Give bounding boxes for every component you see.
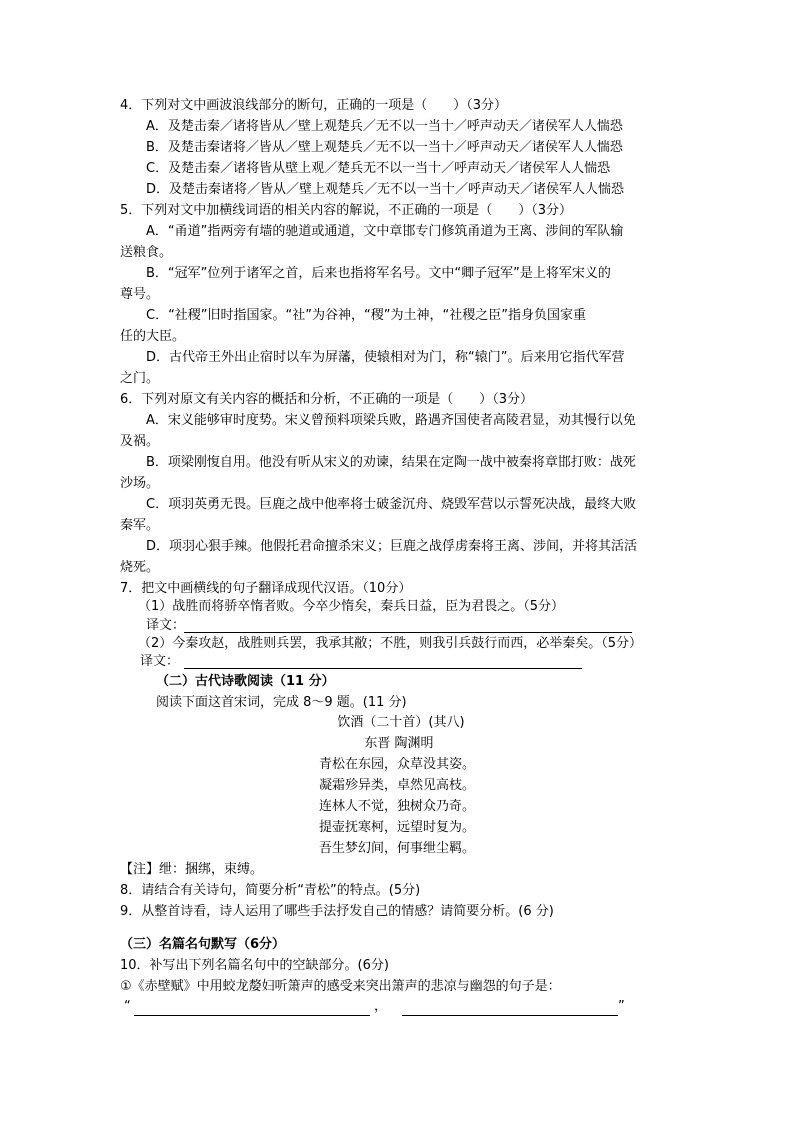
q6-option-b: B．项梁刚愎自用。他没有听从宋义的劝谏，结果在定陶一战中被秦将章邯打败：战死 [146,455,636,470]
q7-answer-line-2[interactable] [184,667,582,669]
q5-option-c-cont: 任的大臣。 [120,329,186,344]
q5-option-b: B．“冠军”位列于诸军之首，后来也指将军名号。文中“卿子冠军”是上将军宋义的 [146,266,611,281]
q7-sentence-2: （2）今秦攻赵，战胜则兵罢，我承其敝；不胜，则我引兵鼓行而西，必举秦矣。（5分） [138,636,643,651]
poem-line: 提壶抚寒柯，远望时复为。 [318,820,475,835]
q5-option-d: D．古代帝王外出止宿时以车为屏藩，使辕相对为门，称“辕门”。后来用它指代军营 [146,350,625,365]
q5-option-b-cont: 尊号。 [120,287,160,302]
q6-option-c-cont: 秦军。 [120,518,160,533]
poem-line: 凝霜殄异类，卓然见高枝。 [318,778,475,793]
q6-option-b-cont: 沙场。 [120,476,160,491]
q10-stem: 10．补写出下列名篇名句中的空缺部分。(6分) [120,958,389,973]
q5-option-d-cont: 之门。 [120,371,160,386]
q5-stem: 5．下列对文中加横线词语的相关内容的解说，不正确的一项是（ ）（3分） [120,203,573,218]
q6-option-c: C．项羽英勇无畏。巨鹿之战中他率将士破釜沉舟、烧毁军营以示誓死决战，最终大败 [146,497,637,512]
poem-note: 【注】绁：捆绑，束缚。 [120,862,264,877]
q5-option-a-cont: 送粮食。 [120,245,173,260]
poem-author: 东晋 陶渊明 [364,736,434,751]
poetry-instruction: 阅读下面这首宋词，完成 8～9 题。(11 分) [156,695,407,710]
poem-line: 青松在东园，众草没其姿。 [318,757,475,772]
q6-option-d-cont: 烧死。 [120,560,160,575]
q10-item-1: ①《赤壁赋》中用蛟龙嫠妇听箫声的感受来突出箫声的悲凉与幽怨的句子是： [120,979,561,994]
q7-answer-line-1[interactable] [184,631,632,633]
q4-option-c: C．及楚击秦／诸将皆从壁上观／楚兵无不以一当十／呼声动天／诸侯军人人惴恐 [146,161,611,176]
q8-stem: 8．请结合有关诗句，简要分析“青松”的特点。(5分) [120,883,421,898]
q4-stem: 4．下列对文中画波浪线部分的断句，正确的一项是（ ）（3分） [120,98,508,113]
q5-option-a: A．“甬道”指两旁有墙的驰道或通道，文中章邯专门修筑甬道为王离、涉间的军队输 [146,224,624,239]
q4-option-b: B．及楚击秦诸将／皆从／壁上观楚兵／无不以一当十／呼声动天／诸侯军人人惴恐 [146,140,623,155]
q10-blank-1[interactable] [134,1014,370,1016]
poem-line: 吾生梦幻间，何事绁尘羁。 [318,841,475,856]
q7-translation-label-1: 译文： [146,618,186,633]
q7-translation-label-2: 译文： [140,654,180,669]
open-quote: “ [124,999,131,1014]
q6-option-a-cont: 及祸。 [120,434,160,449]
q6-stem: 6．下列对原文有关内容的概括和分析，不正确的一项是（ ）（3分） [120,392,534,407]
q6-option-d: D．项羽心狠手辣。他假托君命擅杀宋义；巨鹿之战俘虏秦将王离、涉间，并将其活活 [146,539,638,554]
close-quote: ” [618,999,625,1014]
q4-option-d: D．及楚击秦诸将／皆从／壁上观楚兵／无不以一当十／呼声动天／诸侯军人人惴恐 [146,182,625,197]
q5-option-c: C．“社稷”旧时指国家。“社”为谷神，“稷”为土神，“社稷之臣”指身负国家重 [146,308,586,323]
section-3-title: （三）名篇名句默写（6分） [120,937,286,952]
poem-line: 连林人不觉，独树众乃奇。 [318,799,475,814]
q4-option-a: A．及楚击秦／诸将皆从／壁上观楚兵／无不以一当十／呼声动天／诸侯军人人惴恐 [146,119,623,134]
q6-option-a: A．宋义能够审时度势。宋义曾预料项梁兵败，路遇齐国使者高陵君显，劝其慢行以免 [146,413,636,428]
q10-blank-2[interactable] [402,1014,618,1016]
q7-sentence-1: （1）战胜而将骄卒惰者败。今卒少惰矣，秦兵日益，臣为君畏之。（5分） [138,599,565,614]
section-2-title: （二）古代诗歌阅读（11 分） [156,674,335,689]
q7-stem: 7．把文中画横线的句子翻译成现代汉语。（10分） [120,581,412,596]
comma: ， [374,999,388,1014]
q9-stem: 9．从整首诗看，诗人运用了哪些手法抒发自己的情感？请简要分析。(6 分) [120,904,554,919]
poem-title: 饮酒（二十首）(其八) [337,715,465,730]
